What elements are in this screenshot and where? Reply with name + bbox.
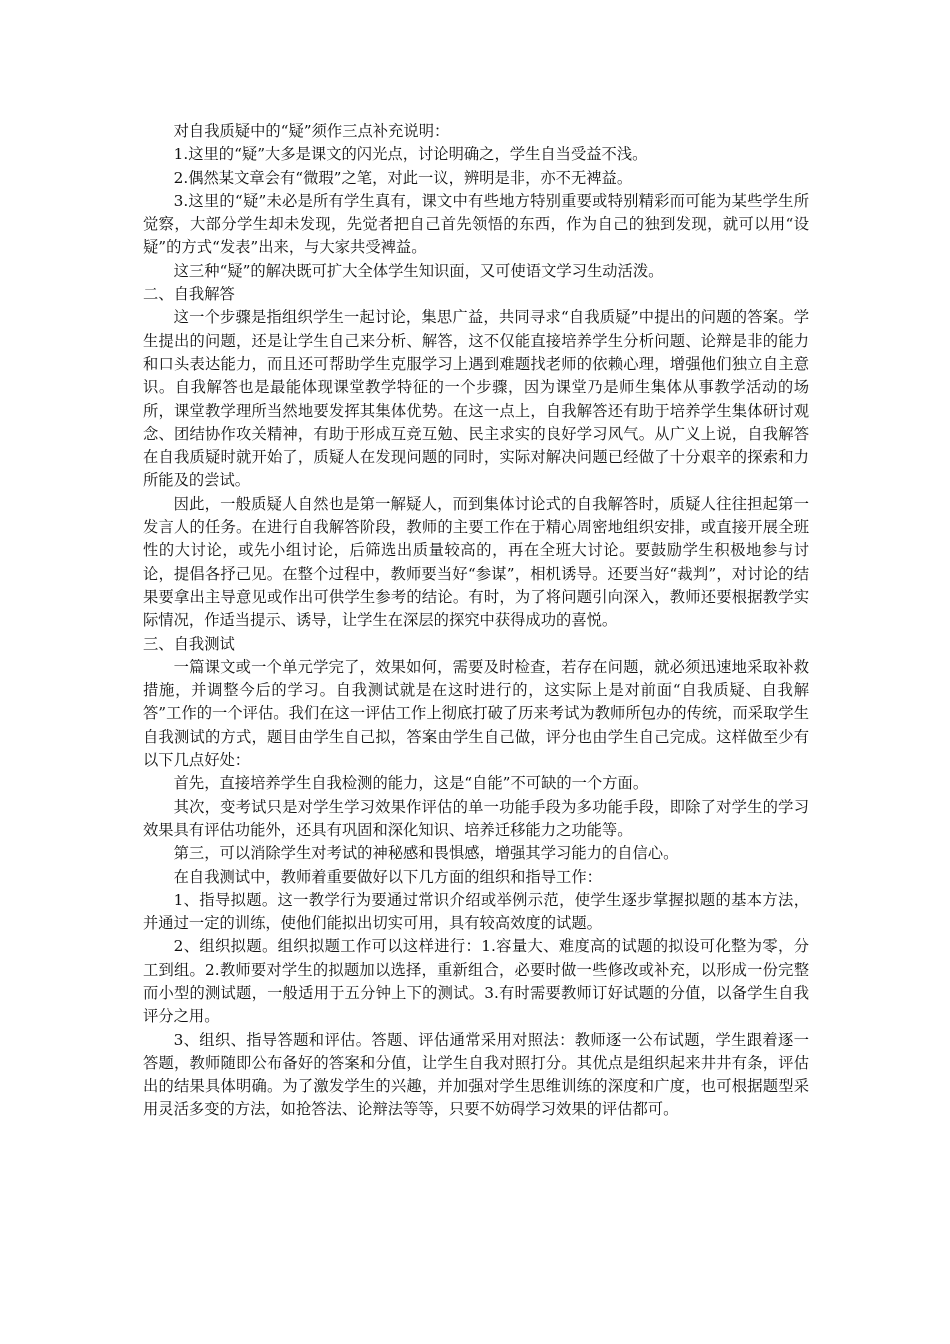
paragraph: 对自我质疑中的“疑”须作三点补充说明： — [173, 122, 450, 140]
paragraph: 2、组织拟题。组织拟题工作可以这样进行：1.容量大、难度高的试题的拟设可化整为零，分工到组。2.教师要对学生的拟题加以选择，重新组合，必要时做一些修改或补充，以形成一份完整而小型的测试题，一般适用于五分钟上下的测试。3.有时需要教师订好试题的分值，以备学生自我评分之用。 — [143, 937, 809, 1026]
section-heading: 二、自我解答 — [143, 285, 235, 304]
paragraph: 其次，变考试只是对学生学习效果作评估的单一功能手段为多功能手段，即除了对学生的学习效果具有评估功能外，还具有巩固和深化知识、培养迁移能力之功能等。 — [143, 797, 809, 839]
paragraph: 在自我测试中，教师着重要做好以下几方面的组织和指导工作： — [173, 867, 602, 886]
paragraph: 这一个步骤是指组织学生一起讨论，集思广益，共同寻求“自我质疑”中提出的问题的答案。学生提出的问题，还是让学生自己来分析、解答，这不仅能直接培养学生分析问题、论辩是非的能力和口头表达能力，而且还可帮助学生克服学习上遇到难题找老师的依赖心理，增强他们独立自主意识。自我解答也是最能体现课堂教学特征的一个步骤，因为课堂乃是师生集体从事教学活动的场所，课堂教学理所当然地要发挥其集体优势。在这一点上，自我解答还有助于培养学生集体研讨观念、团结协作攻关精神，有助于形成互竞互勉、民主求实的良好学习风气。从广义上说，自我解答在自我质疑时就开始了，质疑人在发现问题的同时，实际对解决问题已经做了十分艰辛的探索和力所能及的尝试。 — [143, 308, 809, 490]
paragraph: 2.偶然某文章会有“微瑕”之笔，对此一议，辨明是非，亦不无裨益。 — [173, 168, 633, 187]
paragraph: 1、指导拟题。这一教学行为要通过常识介绍或举例示范，使学生逐步掌握拟题的基本方法，并通过一定的训练，使他们能拟出切实可用，具有较高效度的试题。 — [143, 890, 809, 933]
document-body — [143, 120, 809, 1122]
paragraph: 1.这里的“疑”大多是课文的闪光点，讨论明确之，学生自当受益不浅。 — [173, 145, 648, 164]
paragraph: 第三，可以消除学生对考试的神秘感和畏惧感，增强其学习能力的自信心。 — [173, 844, 679, 863]
paragraph: 首先，直接培养学生自我检测的能力，这是“自能”不可缺的一个方面。 — [173, 774, 649, 793]
paragraph: 一篇课文或一个单元学完了，效果如何，需要及时检查，若存在问题，就必须迅速地采取补救措施，并调整今后的学习。自我测试就是在这时进行的，这实际上是对前面“自我质疑、自我解答”工作的一个评估。我们在这一评估工作上彻底打破了历来考试为教师所包办的传统，而采取学生自我测试的方式，题目由学生自己拟，答案由学生自己做，评分也由学生自己完成。这样做至少有以下几点好处： — [143, 657, 809, 770]
paragraph: 3、组织、指导答题和评估。答题、评估通常采用对照法：教师逐一公布试题，学生跟着逐一答题，教师随即公布备好的答案和分值，让学生自我对照打分。其优点是组织起来井井有条，评估出的结果具体明确。为了激发学生的兴趣，并加强对学生思维训练的深度和广度，也可根据题型采用灵活多变的方法，如抢答法、论辩法等等，只要不妨碍学习效果的评估都可。 — [143, 1030, 809, 1119]
paragraph: 这三种“疑”的解决既可扩大全体学生知识面，又可使语文学习生动活泼。 — [173, 261, 664, 280]
section-heading: 三、自我测试 — [143, 634, 235, 653]
paragraph: 因此，一般质疑人自然也是第一解疑人，而到集体讨论式的自我解答时，质疑人往往担起第一发言人的任务。在进行自我解答阶段，教师的主要工作在于精心周密地组织安排，或直接开展全班性的大讨论，或先小组讨论，后筛选出质量较高的，再在全班大讨论。要鼓励学生积极地参与讨论，提倡各抒己见。在整个过程中，教师要当好“参谋”，相机诱导。还要当好“裁判”，对讨论的结果要拿出主导意见或作出可供学生参考的结论。有时，为了将问题引向深入，教师还要根据教学实际情况，作适当提示、诱导，让学生在深层的探究中获得成功的喜悦。 — [143, 494, 809, 630]
paragraph: 3.这里的“疑”未必是所有学生真有，课文中有些地方特别重要或特别精彩而可能为某些学生所觉察，大部分学生却未发现，先觉者把自己首先领悟的东西，作为自己的独到发现，就可以用“设疑”的方式“发表”出来，与大家共受裨益。 — [143, 191, 809, 257]
